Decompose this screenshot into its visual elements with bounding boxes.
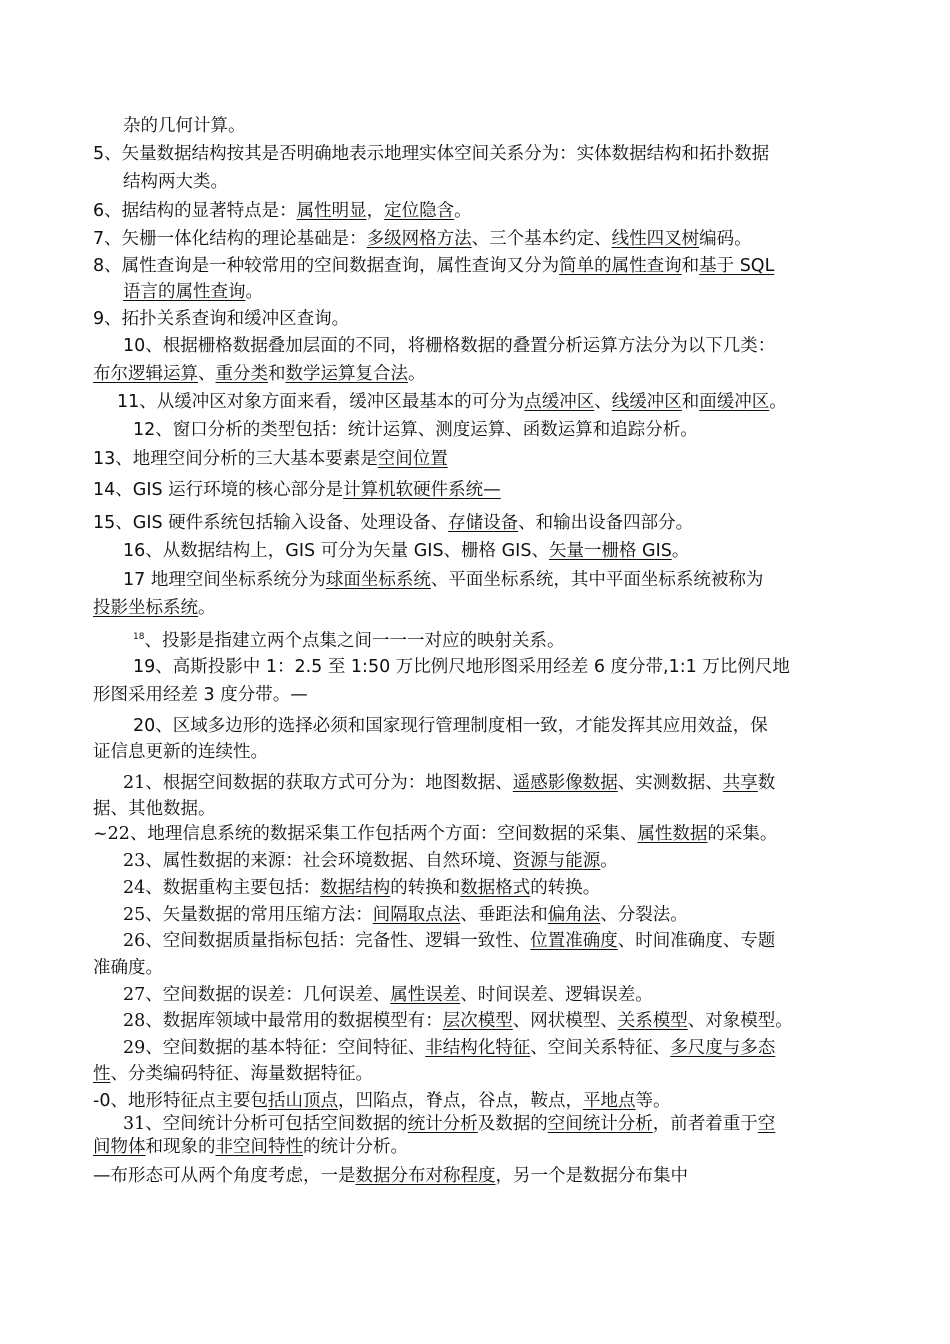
text-line <box>123 771 775 795</box>
underlined-term: 平地点 <box>582 1091 636 1111</box>
text-segment: 、实测数据、 <box>617 773 723 793</box>
underlined-term: 偏角法 <box>547 905 601 925</box>
text-segment: 。 <box>198 598 216 618</box>
underlined-term: 共享 <box>722 773 758 793</box>
underlined-term: 数据结构 <box>320 878 391 898</box>
underlined-term: 空间统计分析 <box>547 1114 653 1134</box>
text-segment: 、网状模型、 <box>512 1011 618 1031</box>
text-segment: 16、从数据结构上，GIS 可分为矢量 GIS、栅格 GIS、 <box>123 541 549 561</box>
text-segment: ，前者着重于 <box>652 1114 758 1134</box>
underlined-term: 间隔取点法 <box>372 905 461 925</box>
text-line <box>93 227 752 251</box>
text-segment: 28 <box>123 1011 146 1031</box>
text-line <box>123 334 775 358</box>
text-line <box>93 511 693 535</box>
text-segment: 、地理信息系统的数据采集工作包括两个方面：空间数据的采集、 <box>129 824 638 844</box>
text-line <box>93 1164 688 1188</box>
text-segment: 、时间准确度、专题 <box>617 931 776 951</box>
underlined-term: 属性明显 <box>296 201 367 221</box>
underlined-term: 面缓冲区 <box>699 392 770 412</box>
underlined-term: 统计分析 <box>407 1114 478 1134</box>
text-segment: 9、拓扑关系查询和缓冲区查询。 <box>93 309 350 329</box>
text-segment: 。 <box>671 541 690 561</box>
text-segment: 。 <box>600 851 618 871</box>
underlined-term: 简单的属性查询 <box>559 256 682 276</box>
text-segment: 和 <box>681 392 700 412</box>
text-line <box>123 114 246 138</box>
text-line <box>93 596 216 620</box>
text-segment: 、 <box>594 392 612 412</box>
text-line <box>123 1009 793 1033</box>
text-segment: 、根据空间数据的获取方式可分为：地图数据、 <box>145 773 513 793</box>
underlined-term: 定位隐含 <box>384 201 455 221</box>
text-line <box>123 929 775 953</box>
text-segment: 、空间数据的基本特征：空间特征、 <box>145 1038 426 1058</box>
text-line <box>123 539 689 563</box>
text-line <box>93 142 769 166</box>
text-segment: 、垂距法和 <box>460 905 548 925</box>
text-segment: ，凹陷点，脊点，谷点，鞍点， <box>337 1091 583 1111</box>
text-line <box>123 903 688 927</box>
text-line <box>117 390 787 414</box>
underlined-term: 数学运算复合法 <box>285 364 408 384</box>
text-line <box>93 1062 373 1086</box>
text-line <box>123 568 763 592</box>
text-line <box>93 362 426 386</box>
underlined-term: 球面坐标系统 <box>325 570 431 590</box>
text-segment: 、空间数据质量指标包括：完备性、逻辑一致性、 <box>145 931 531 951</box>
underlined-term: 层次模型 <box>442 1011 513 1031</box>
text-segment: ， <box>366 201 385 221</box>
underlined-term: 属性误差 <box>390 985 461 1005</box>
underlined-term: 点缓冲区 <box>524 392 595 412</box>
text-line <box>123 1112 775 1136</box>
text-segment: 。 <box>408 364 426 384</box>
text-line <box>93 822 777 846</box>
underlined-term: 间物体 <box>93 1137 146 1157</box>
text-segment: 10、根据栅格数据叠加层面的不同，将栅格数据的叠置分析运算方法分为以下几类： <box>123 336 776 356</box>
underlined-term: 线缓冲区 <box>611 392 682 412</box>
text-segment: 、对象模型。 <box>687 1011 793 1031</box>
text-segment: 。 <box>245 282 263 302</box>
text-segment: 20、区域多边形的选择必须和国家现行管理制度相一致，才能发挥其应用效益，保 <box>133 716 768 736</box>
text-segment: 准确度。 <box>93 958 163 978</box>
text-line <box>123 1036 775 1060</box>
underlined-term: 关系模型 <box>617 1011 688 1031</box>
text-segment: -0、地形特征点主要包 <box>93 1091 268 1111</box>
text-segment: 、数据重构主要包括： <box>145 878 321 898</box>
text-line <box>93 683 308 707</box>
text-segment: ~22 <box>93 824 130 844</box>
text-segment: 形图采用经差 3 度分带。— <box>93 685 308 705</box>
text-segment: 、空间统计分析可包括空间数据的 <box>145 1114 408 1134</box>
text-segment: 的转换和 <box>390 878 461 898</box>
text-line <box>133 418 698 442</box>
text-segment: 、空间关系特征、 <box>530 1038 671 1058</box>
underlined-term: 重分类 <box>215 364 268 384</box>
underlined-term: 资源与能源 <box>512 851 601 871</box>
text-segment: 的统计分析。 <box>303 1137 408 1157</box>
text-line <box>93 1089 670 1113</box>
text-segment: 编码。 <box>699 229 752 249</box>
text-line <box>93 199 472 223</box>
text-segment: 和现象的 <box>145 1137 216 1157</box>
text-segment: 13、地理空间分析的三大基本要素是 <box>93 449 378 469</box>
text-segment: 、三个基本约定、 <box>471 229 612 249</box>
text-segment: 数 <box>757 773 776 793</box>
text-segment: 17 地理空间坐标系统分为 <box>123 570 326 590</box>
text-segment: 27 <box>123 985 146 1005</box>
text-segment: 、空间数据的误差：几何误差、 <box>145 985 391 1005</box>
text-segment: 7、矢栅一体化结构的理论基础是： <box>93 229 367 249</box>
text-segment: 11、从缓冲区对象方面来看，缓冲区最基本的可分为 <box>117 392 525 412</box>
underlined-term: 计算机软硬件系统— <box>343 480 501 500</box>
text-segment: 和 <box>681 256 700 276</box>
text-segment: 23 <box>123 851 146 871</box>
underlined-term: 多尺度与多态 <box>670 1038 776 1058</box>
text-segment: 26 <box>123 931 146 951</box>
text-segment: 及数据的 <box>477 1114 548 1134</box>
underlined-term: 数据分布对称程度 <box>355 1166 496 1186</box>
text-line <box>123 849 618 873</box>
text-segment: 的采集。 <box>707 824 778 844</box>
text-segment: 、属性数据的来源：社会环境数据、自然环境、 <box>145 851 513 871</box>
text-line <box>123 280 263 304</box>
text-segment: 、时间误差、逻辑误差。 <box>460 985 653 1005</box>
text-line <box>133 625 564 653</box>
underlined-term: 语言的属性查询 <box>123 282 246 302</box>
underlined-term: 遥感影像数据 <box>512 773 618 793</box>
underlined-term: 多级网格方法 <box>366 229 472 249</box>
text-segment: 6、据结构的显著特点是： <box>93 201 297 221</box>
text-segment: 15、GIS 硬件系统包括输入设备、处理设备、 <box>93 513 449 533</box>
text-segment: 21 <box>123 773 146 793</box>
text-segment: 5、矢量数据结构按其是否明确地表示地理实体空间关系分为：实体数据结构和拓扑数据 <box>93 144 770 164</box>
underlined-term: 空间位置 <box>377 449 448 469</box>
text-segment: 、 <box>198 364 216 384</box>
text-line <box>123 170 228 194</box>
text-segment: 14、GIS 运行环境的核心部分是 <box>93 480 344 500</box>
text-segment: 25 <box>123 905 146 925</box>
underlined-term: 位置准确度 <box>530 931 618 951</box>
underlined-term: 矢量一栅格 GIS <box>548 541 672 561</box>
text-line <box>93 740 268 764</box>
text-line <box>93 1135 408 1159</box>
underlined-term: 数据格式 <box>460 878 531 898</box>
text-line <box>93 254 774 278</box>
text-segment: 、矢量数据的常用压缩方法： <box>145 905 373 925</box>
text-segment: 29 <box>123 1038 146 1058</box>
underlined-term: 空 <box>757 1114 776 1134</box>
text-segment: 8、属性查询是一种较常用的空间数据查询，属性查询又分为 <box>93 256 560 276</box>
text-line <box>93 307 349 331</box>
text-segment: 。 <box>769 392 787 412</box>
text-line <box>133 655 790 679</box>
underlined-term: 性 <box>93 1064 111 1084</box>
text-segment: 。 <box>454 201 472 221</box>
text-line <box>133 714 768 738</box>
text-segment: —布形态可从两个角度考虑，一是 <box>93 1166 356 1186</box>
underlined-term: 投影坐标系统 <box>93 598 198 618</box>
text-segment: 、分裂法。 <box>600 905 688 925</box>
text-segment: 24 <box>123 878 146 898</box>
text-segment: 31 <box>123 1114 146 1134</box>
text-segment: 、和输出设备四部分。 <box>518 513 694 533</box>
text-segment: 、平面坐标系统，其中平面坐标系统被称为 <box>430 570 764 590</box>
underlined-term: 存储设备 <box>448 513 519 533</box>
text-line <box>93 447 448 471</box>
text-line <box>123 983 653 1007</box>
text-segment: 证信息更新的连续性。 <box>93 742 268 762</box>
text-segment: 的转换。 <box>530 878 601 898</box>
text-segment: 结构两大类。 <box>123 172 228 192</box>
text-line <box>93 478 501 502</box>
underlined-term: 布尔逻辑运算 <box>93 364 198 384</box>
text-segment: 据、其他数据。 <box>93 799 216 819</box>
text-segment: 和 <box>268 364 286 384</box>
underlined-term: 非空间特性 <box>215 1137 303 1157</box>
text-line <box>123 876 600 900</box>
underlined-term: 非结构化特征 <box>425 1038 531 1058</box>
underlined-term: 线性四叉树 <box>611 229 700 249</box>
text-segment: 12、窗口分析的类型包括：统计运算、测度运算、函数运算和追踪分析。 <box>133 420 698 440</box>
text-segment: 19、高斯投影中 1：2.5 至 1:50 万比例尺地形图采用经差 6 度分带,1:1 万比例尺地 <box>133 657 790 677</box>
text-segment: 18 <box>133 632 145 642</box>
underlined-term: 属性数据 <box>637 824 708 844</box>
text-segment: 杂的几何计算。 <box>123 116 246 136</box>
text-segment: 、分类编码特征、海量数据特征。 <box>110 1064 373 1084</box>
text-segment: ，另一个是数据分布集中 <box>495 1166 688 1186</box>
text-line <box>93 797 216 821</box>
underlined-term: 括山顶点 <box>267 1091 338 1111</box>
text-segment: 等。 <box>635 1091 671 1111</box>
text-segment: 、数据库领域中最常用的数据模型有： <box>145 1011 443 1031</box>
underlined-term: 基于 SQL <box>699 256 775 276</box>
text-line <box>93 956 163 980</box>
text-segment: 、投影是指建立两个点集之间一一一对应的映射关系。 <box>144 630 565 651</box>
